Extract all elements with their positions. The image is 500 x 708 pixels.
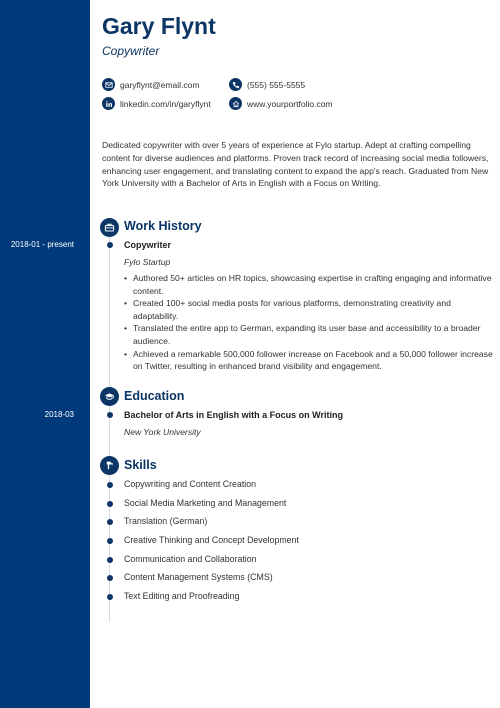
briefcase-icon <box>100 218 119 237</box>
skills-title: Skills <box>124 458 157 472</box>
phone-icon <box>229 78 242 91</box>
list-item: • Authored 50+ articles on HR topics, showcasing expertise in crafting engaging and informative content. <box>124 272 494 297</box>
skill-item: Translation (German) <box>124 516 208 526</box>
list-item: • Achieved a remarkable 500,000 follower increase on Facebook and a 50,000 follower increase on Twitter, resulting in enhanced brand visibility and engagement. <box>124 348 494 373</box>
timeline-dot <box>107 412 113 418</box>
timeline-dot <box>107 575 113 581</box>
contact-website[interactable] <box>229 97 333 110</box>
contact-linkedin[interactable] <box>102 97 211 110</box>
skill-item: Content Management Systems (CMS) <box>124 572 273 582</box>
home-icon <box>229 97 242 110</box>
phone-text: (555) 555-5555 <box>247 79 306 90</box>
list-item: • Created 100+ social media posts for various platforms, demonstrating creativity and adaptability. <box>124 297 494 322</box>
skill-item: Creative Thinking and Concept Development <box>124 535 299 545</box>
education-title: Education <box>124 389 185 403</box>
timeline-dot <box>107 557 113 563</box>
candidate-role: Copywriter <box>102 44 160 58</box>
graduation-cap-icon <box>100 387 119 406</box>
timeline-dot <box>107 519 113 525</box>
skill-item: Social Media Marketing and Management <box>124 498 287 508</box>
degree-title: Bachelor of Arts in English with a Focus on Writing <box>124 410 344 420</box>
timeline-dot <box>107 501 113 507</box>
job-title: Copywriter <box>124 240 172 250</box>
company-name: Fylo Startup <box>124 257 171 267</box>
skill-item: Communication and Collaboration <box>124 554 257 564</box>
sidebar <box>0 0 90 708</box>
school-name: New York University <box>124 427 201 437</box>
timeline-dot <box>107 482 113 488</box>
skills-icon <box>100 456 119 475</box>
professional-summary: Dedicated copywriter with over 5 years of experience at Fylo startup. Adept at crafting compelling content for diverse audiences and platforms. Proven track record of increasing social media followers, enhancing user engagement, and translating content to expand the app's reach. Graduated from New York University with a Bachelor of Arts in English with a Focus on Writing. <box>102 140 489 189</box>
email-text: garyflynt@email.com <box>120 79 200 90</box>
skill-item: Text Editing and Proofreading <box>124 591 240 601</box>
timeline-dot <box>107 538 113 544</box>
linkedin-icon <box>102 97 115 110</box>
timeline-dot <box>107 242 113 248</box>
work-achievements <box>124 272 494 373</box>
resume-main <box>90 0 500 708</box>
envelope-icon <box>102 78 115 91</box>
contact-phone[interactable] <box>229 78 305 91</box>
website-text: www.yourportfolio.com <box>247 98 333 109</box>
timeline-dot <box>107 594 113 600</box>
linkedin-text: linkedin.com/in/garyflynt <box>120 98 211 109</box>
list-item: • Translated the entire app to German, expanding its user base and accessibility to a broader audience. <box>124 322 494 347</box>
candidate-name: Gary Flynt <box>102 13 216 39</box>
contact-email[interactable] <box>102 78 199 91</box>
skill-item: Copywriting and Content Creation <box>124 479 257 489</box>
education-date: 2018-03 <box>44 410 74 419</box>
work-history-title: Work History <box>124 219 202 233</box>
work-date: 2018-01 - present <box>10 240 74 249</box>
timeline-line <box>109 232 110 622</box>
